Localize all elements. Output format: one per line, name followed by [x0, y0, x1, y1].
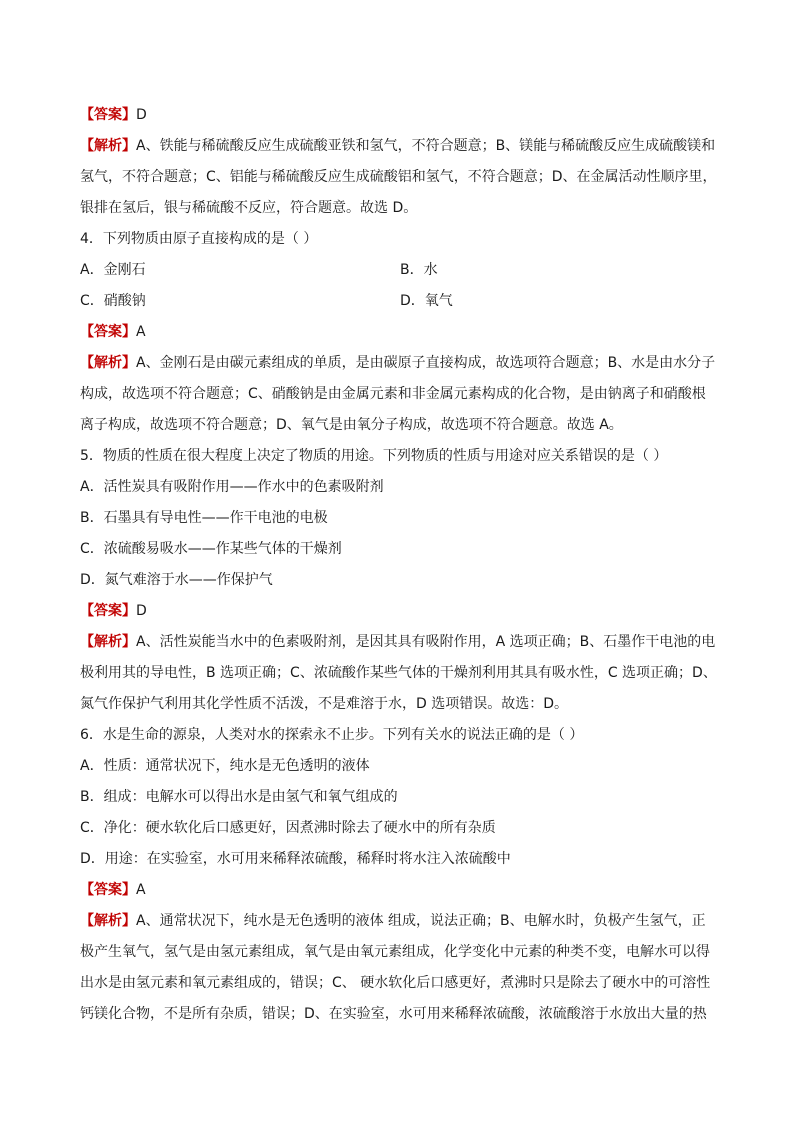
question-stem: 4．下列物质由原子直接构成的是（ ）: [80, 231, 318, 247]
analysis-text: A、活性炭能当水中的色素吸附剂，是因其具有吸附作用，A 选项正确；B、石墨作干电池的电: [136, 634, 716, 650]
answer-value: D: [136, 603, 147, 619]
answer-tag: 【答案】: [80, 324, 136, 340]
analysis-text: A、通常状况下，纯水是无色透明的液体 组成，说法正确；B、电解水时，负极产生氢气，正: [136, 913, 706, 929]
option-b: B．石墨具有导电性——作干电池的电极: [80, 510, 328, 526]
answer-tag: 【答案】: [80, 107, 136, 123]
analysis-line: 极利用其的导电性，B 选项正确；C、浓硫酸作某些气体的干燥剂利用其具有吸水性，C 选项正确；D、: [80, 665, 717, 681]
analysis-line: 氢气，不符合题意；C、铝能与稀硫酸反应生成硫酸铝和氢气，不符合题意；D、在金属活动性顺序里，: [80, 169, 717, 185]
answer-line: [80, 100, 720, 131]
question-stem: 6．水是生命的源泉，人类对水的探索永不止步。下列有关水的说法正确的是（ ）: [80, 727, 584, 743]
option-d: D．氮气难溶于水——作保护气: [80, 572, 273, 588]
answer-line: [80, 875, 720, 906]
analysis-line: [80, 131, 720, 162]
analysis-text: A、铁能与稀硫酸反应生成硫酸亚铁和氢气，不符合题意；B、镁能与稀硫酸反应生成硫酸镁和: [136, 138, 716, 154]
analysis-line: [80, 627, 720, 658]
analysis-line: 极产生氧气，氢气是由氢元素组成，氧气是由氧元素组成，化学变化中元素的种类不变，电解水可以得: [80, 944, 710, 960]
analysis-line: [80, 348, 720, 379]
answer-tag: 【答案】: [80, 603, 136, 619]
option-b: B．水: [400, 262, 438, 278]
option-c: C．净化：硬水软化后口感更好，因煮沸时除去了硬水中的所有杂质: [80, 820, 496, 836]
option-c: C．浓硫酸易吸水——作某些气体的干燥剂: [80, 541, 342, 557]
analysis-line: 银排在氢后，银与稀硫酸不反应，符合题意。故选 D。: [80, 200, 418, 216]
analysis-tag: 【解析】: [80, 138, 136, 154]
answer-value: D: [136, 107, 147, 123]
option-b: B．组成：电解水可以得出水是由氢气和氧气组成的: [80, 789, 398, 805]
answer-value: A: [136, 324, 146, 340]
analysis-tag: 【解析】: [80, 634, 136, 650]
answer-value: A: [136, 882, 146, 898]
analysis-tag: 【解析】: [80, 355, 136, 371]
answer-line: [80, 317, 720, 348]
analysis-tag: 【解析】: [80, 913, 136, 929]
option-d: D．用途：在实验室，水可用来稀释浓硫酸，稀释时将水注入浓硫酸中: [80, 851, 511, 867]
analysis-line: 离子构成，故选项不符合题意；D、氧气是由氧分子构成，故选项不符合题意。故选 A。: [80, 417, 623, 433]
option-row: [80, 286, 720, 317]
option-a: A．性质：通常状况下，纯水是无色透明的液体: [80, 758, 370, 774]
analysis-line: 钙镁化合物，不是所有杂质，错误；D、在实验室，水可用来稀释浓硫酸，浓硫酸溶于水放出大量的热: [80, 1006, 707, 1022]
analysis-line: 出水是由氢元素和氧元素组成的，错误；C、 硬水软化后口感更好，煮沸时只是除去了硬水中的可溶性: [80, 975, 711, 991]
option-a: A．活性炭具有吸附作用——作水中的色素吸附剂: [80, 479, 384, 495]
option-row: [80, 255, 720, 286]
analysis-line: 氮气作保护气利用其化学性质不活泼，不是难溶于水，D 选项错误。故选：D。: [80, 696, 569, 712]
option-d: D．氧气: [400, 293, 453, 309]
analysis-line: 构成，故选项不符合题意；C、硝酸钠是由金属元素和非金属元素构成的化合物，是由钠离子和硝酸根: [80, 386, 706, 402]
option-c: C．硝酸钠: [80, 293, 146, 309]
question-stem: 5．物质的性质在很大程度上决定了物质的用途。下列物质的性质与用途对应关系错误的是（ ）: [80, 448, 668, 464]
option-a: A．金刚石: [80, 262, 146, 278]
document-page: [80, 100, 720, 1030]
analysis-line: [80, 906, 720, 937]
answer-tag: 【答案】: [80, 882, 136, 898]
answer-line: [80, 596, 720, 627]
analysis-text: A、金刚石是由碳元素组成的单质，是由碳原子直接构成，故选项符合题意；B、水是由水分子: [136, 355, 716, 371]
